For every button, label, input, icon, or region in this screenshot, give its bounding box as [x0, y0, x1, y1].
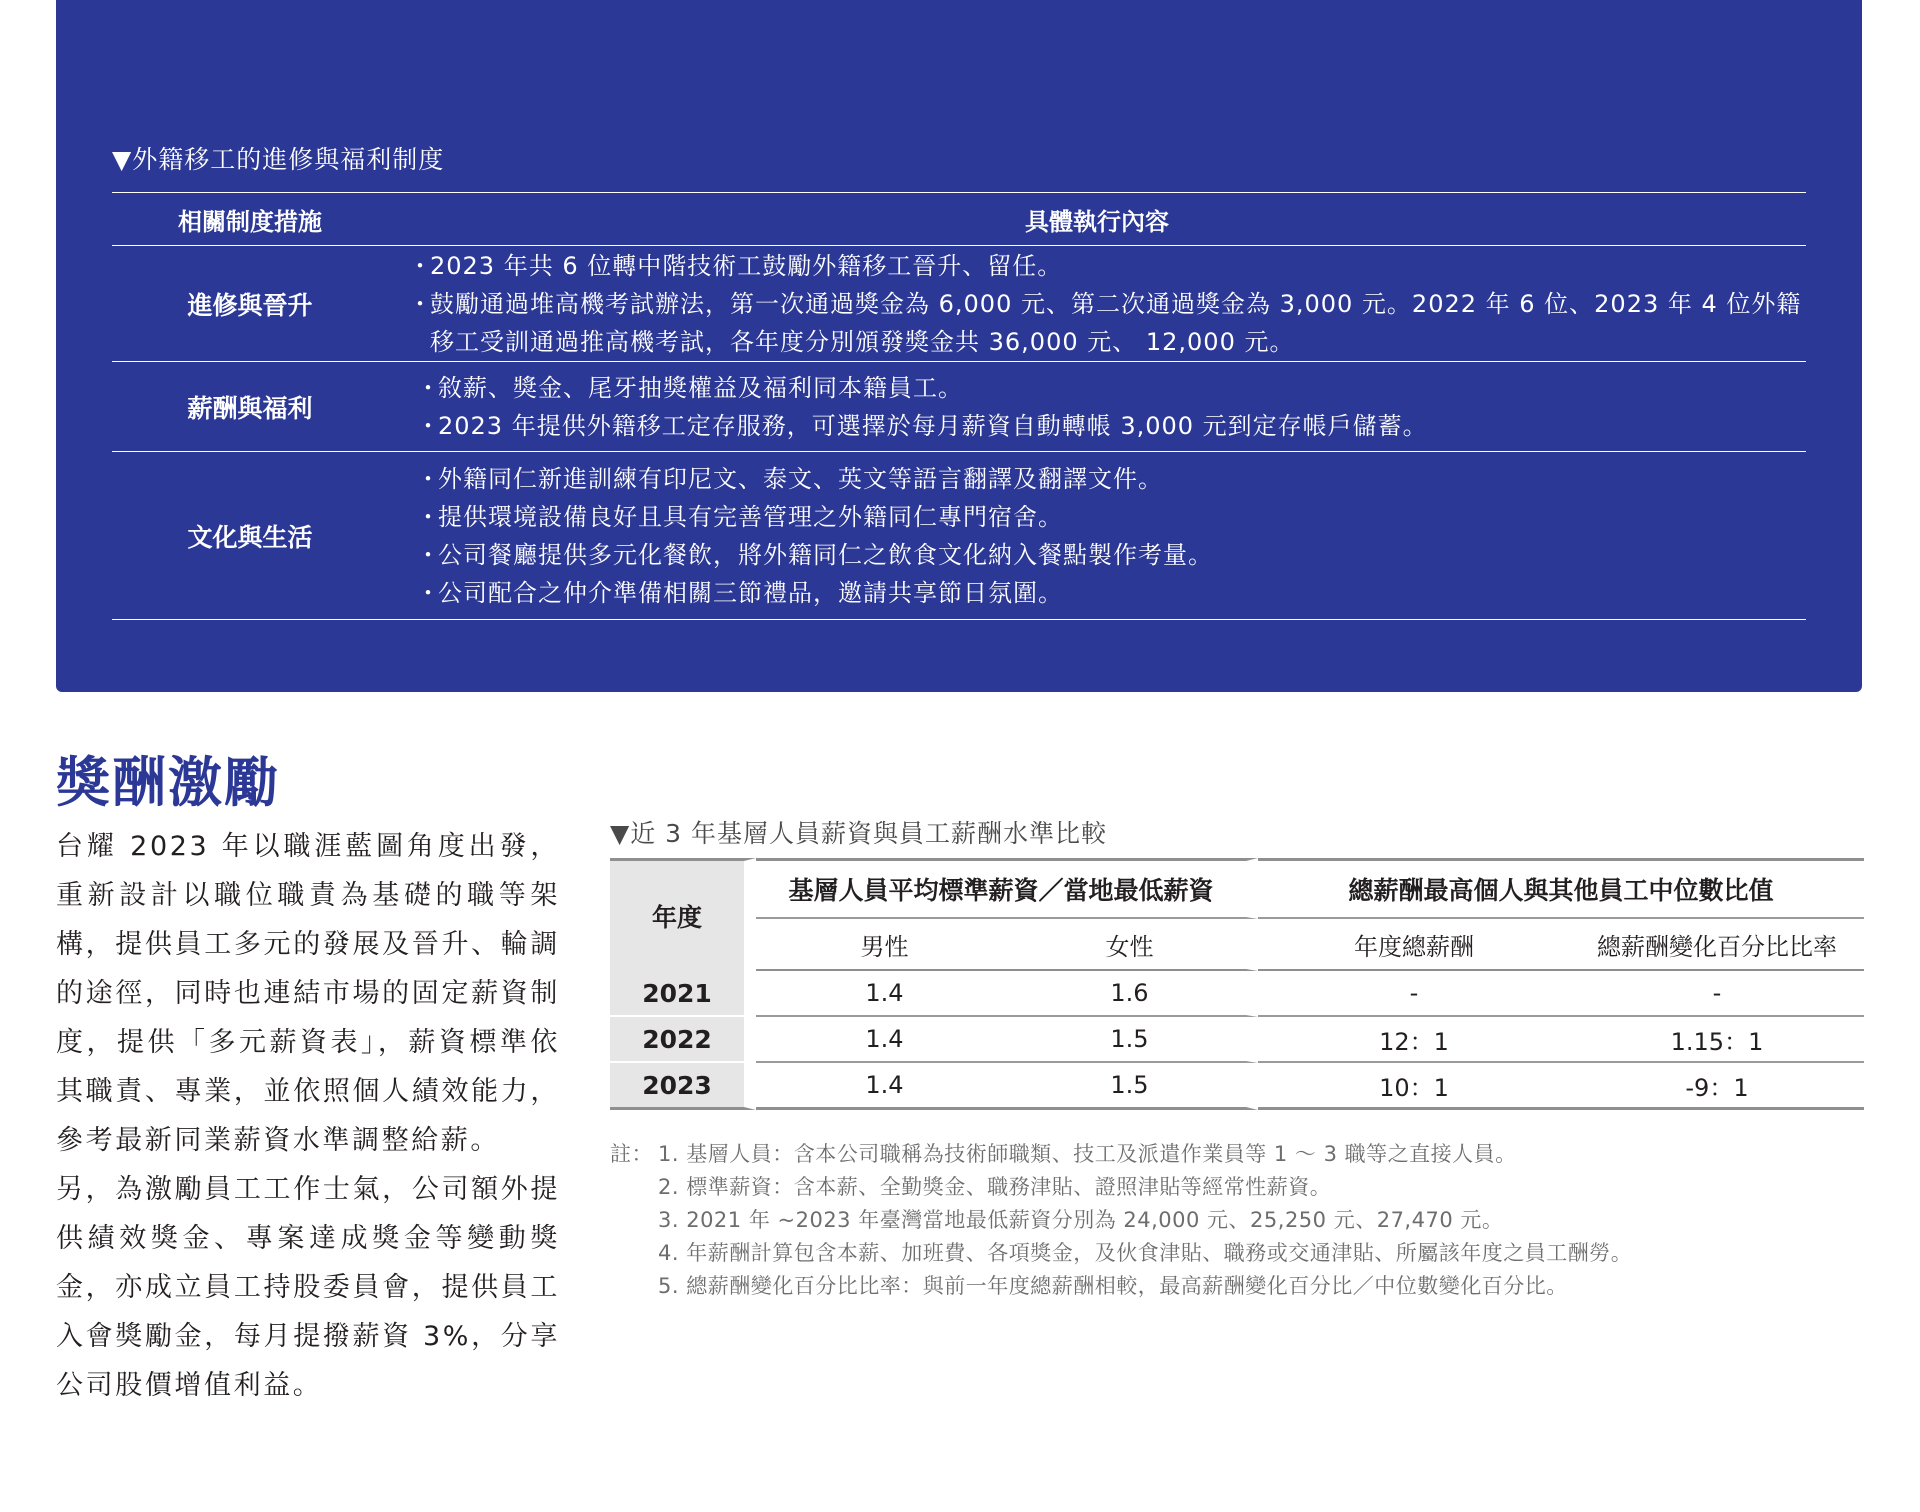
note-row [610, 1204, 1864, 1237]
bullet: ・ [416, 502, 441, 531]
list-item [388, 247, 1806, 285]
note-row [610, 1171, 1864, 1204]
note-lead: 註： [610, 1142, 653, 1166]
list-item [396, 536, 1806, 574]
table-row [610, 1017, 1864, 1063]
bullet: ・ [416, 373, 441, 402]
category-compensation: 薪酬與福利 [112, 362, 388, 452]
section-body [56, 822, 560, 1410]
section-title: 獎酬激勵 [56, 751, 280, 814]
item-text: 鼓勵通過堆高機考試辦法，第一次通過獎金為 6,000 元、第二次通過獎金為 3,000 元。2022 年 6 位、2023 年 4 位外籍移工受訓通過推高機考試，各年度分別頒發獎金共 36,000 元、 12,000 元。 [430, 289, 1802, 356]
list-item [396, 369, 1806, 407]
table-header-row [610, 858, 1864, 919]
bullet: ・ [416, 578, 441, 607]
table-row [112, 246, 1806, 362]
foreign-welfare-panel [56, 0, 1862, 692]
change-cell: -9：1 [1570, 1063, 1864, 1110]
item-text: 敘薪、獎金、尾牙抽獎權益及福利同本籍員工。 [438, 373, 963, 402]
group-header-ratio: 總薪酬最高個人與其他員工中位數比值 [1258, 858, 1864, 919]
change-cell: 1.15：1 [1570, 1017, 1864, 1063]
table-row [610, 971, 1864, 1017]
category-training: 進修與晉升 [112, 246, 388, 362]
group-header-wage: 基層人員平均標準薪資／當地最低薪資 [756, 858, 1258, 919]
table-row [112, 362, 1806, 452]
note-item: 5. 總薪酬變化百分比比率：與前一年度總薪酬相較，最高薪酬變化百分比／中位數變化百分比。 [658, 1274, 1568, 1298]
change-cell: - [1570, 971, 1864, 1017]
table-notes [610, 1138, 1864, 1303]
item-text: 公司配合之仲介準備相關三節禮品，邀請共享節日氛圍。 [438, 578, 1063, 607]
item-text: 2023 年提供外籍移工定存服務，可選擇於每月薪資自動轉帳 3,000 元到定存帳戶儲蓄。 [438, 411, 1428, 440]
list-item [396, 407, 1806, 445]
total-cell: 12：1 [1258, 1017, 1570, 1063]
list-item [396, 460, 1806, 498]
list-item [396, 574, 1806, 612]
table-header-row [112, 193, 1806, 246]
year-cell: 2021 [610, 971, 756, 1017]
female-cell: 1.5 [1013, 1063, 1258, 1110]
year-header: 年度 [610, 858, 756, 971]
table-row [112, 452, 1806, 620]
subheader-change: 總薪酬變化百分比比率 [1570, 919, 1864, 971]
content-cell [388, 246, 1806, 362]
table-subheader-row [610, 919, 1864, 971]
subheader-male: 男性 [756, 919, 1013, 971]
year-cell: 2022 [610, 1017, 756, 1063]
note-item: 3. 2021 年 ~2023 年臺灣當地最低薪資分別為 24,000 元、25,250 元、27,470 元。 [658, 1208, 1504, 1232]
item-text: 2023 年共 6 位轉中階技術工鼓勵外籍移工晉升、留任。 [430, 251, 1063, 280]
col-header-measure: 相關制度措施 [112, 193, 388, 246]
note-item: 2. 標準薪資：含本薪、全勤獎金、職務津貼、證照津貼等經常性薪資。 [658, 1175, 1332, 1199]
bullet: ・ [408, 289, 433, 318]
male-cell: 1.4 [756, 971, 1013, 1017]
female-cell: 1.5 [1013, 1017, 1258, 1063]
list-item [396, 498, 1806, 536]
salary-table [610, 858, 1864, 1110]
note-item: 4. 年薪酬計算包含本薪、加班費、各項獎金，及伙食津貼、職務或交通津貼、所屬該年度之員工酬勞。 [658, 1241, 1633, 1265]
note-row [610, 1270, 1864, 1303]
category-culture: 文化與生活 [112, 452, 388, 620]
female-cell: 1.6 [1013, 971, 1258, 1017]
content-cell [388, 362, 1806, 452]
content-cell [388, 452, 1806, 620]
foreign-welfare-caption: ▼外籍移工的進修與福利制度 [112, 145, 445, 174]
subheader-female: 女性 [1013, 919, 1258, 971]
item-text: 外籍同仁新進訓練有印尼文、泰文、英文等語言翻譯及翻譯文件。 [438, 464, 1163, 493]
note-item: 1. 基層人員：含本公司職稱為技術師職類、技工及派遣作業員等 1 ～ 3 職等之直接人員。 [658, 1142, 1517, 1166]
list-item [388, 285, 1806, 361]
item-text: 公司餐廳提供多元化餐飲，將外籍同仁之飲食文化納入餐點製作考量。 [438, 540, 1213, 569]
bullet: ・ [408, 251, 433, 280]
table-row [610, 1063, 1864, 1110]
subheader-total: 年度總薪酬 [1258, 919, 1570, 971]
item-text: 提供環境設備良好且具有完善管理之外籍同仁專門宿舍。 [438, 502, 1063, 531]
male-cell: 1.4 [756, 1017, 1013, 1063]
note-row [610, 1237, 1864, 1270]
paragraph: 另，為激勵員工工作士氣，公司額外提供績效獎金、專案達成獎金等變動獎金，亦成立員工持股委員會，提供員工入會獎勵金，每月提撥薪資 3%，分享公司股價增值利益。 [56, 1174, 560, 1401]
bullet: ・ [416, 540, 441, 569]
foreign-welfare-table [112, 192, 1806, 620]
col-header-content: 具體執行內容 [388, 193, 1806, 246]
note-row [610, 1138, 1864, 1171]
bullet: ・ [416, 411, 441, 440]
paragraph: 台耀 2023 年以職涯藍圖角度出發，重新設計以職位職責為基礎的職等架構，提供員工多元的發展及晉升、輪調的途徑，同時也連結市場的固定薪資制度，提供「多元薪資表」，薪資標準依其職責、專業，並依照個人績效能力，參考最新同業薪資水準調整給薪。 [56, 831, 560, 1156]
total-cell: - [1258, 971, 1570, 1017]
male-cell: 1.4 [756, 1063, 1013, 1110]
bullet: ・ [416, 464, 441, 493]
salary-caption: ▼近 3 年基層人員薪資與員工薪酬水準比較 [610, 819, 1108, 848]
total-cell: 10：1 [1258, 1063, 1570, 1110]
year-cell: 2023 [610, 1063, 756, 1110]
